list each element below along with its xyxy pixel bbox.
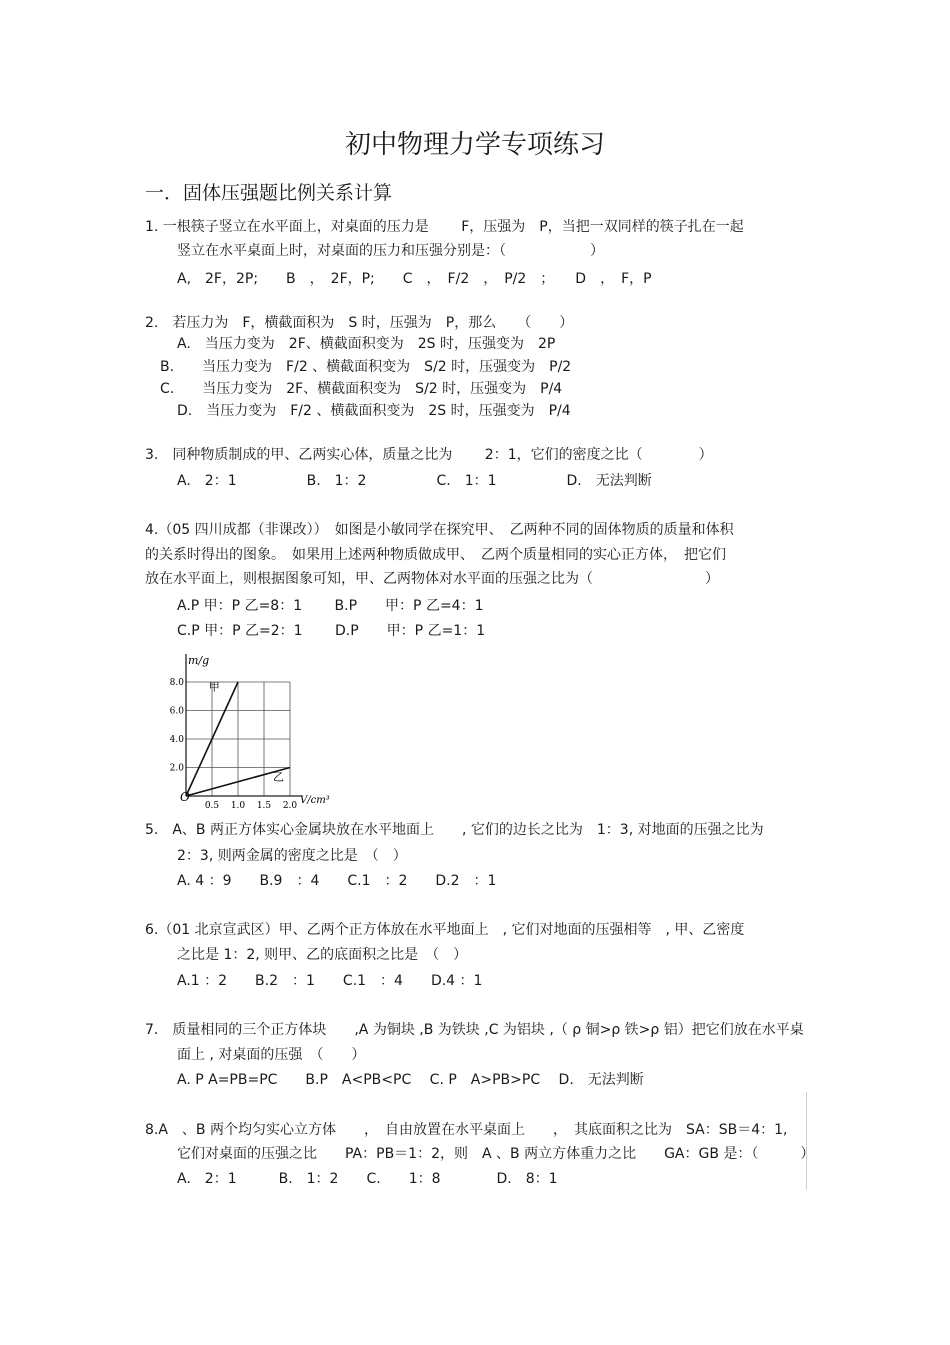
q8-stem-cont: 它们对桌面的压强之比 PA：PB＝1：2，则 A 、B 两立方体重力之比 GA：GB 是：（ ） [177,1146,815,1162]
q7-options: A. P A=PB=PC B.P A<PB<PC C. P A>PB>PC D. 无法判断 [177,1072,644,1088]
q5-options: A. 4 ：9 B.9 ：4 C.1 ：2 D.2 ：1 [177,873,497,889]
y-axis-label: m/g [188,654,210,667]
y-tick-label: 8.0 [169,678,184,688]
q4-stem: 4.（05 四川成都（非课改）） 如图是小敏同学在探究甲、 乙两种不同的固体物质的质量和体积 [145,522,734,538]
section-heading: 一．固体压强题比例关系计算 [145,182,393,204]
q5-stem: 5. A、B 两正方体实心金属块放在水平地面上 , 它们的边长之比为 1：3, 对地面的压强之比为 [145,822,764,838]
q4-options-cd: C.P 甲：P 乙=2：1 D.P 甲：P 乙=1：1 [177,623,486,639]
q2-option-b: B. 当压力变为 F/2 、横截面积变为 S/2 时，压强变为 P/2 [160,359,572,375]
y-tick-label: 6.0 [169,706,184,717]
q6-stem: 6.（01 北京宣武区）甲、乙两个正方体放在水平地面上 , 它们对地面的压强相等 , 甲、乙密度 [145,922,745,938]
q5-stem-cont: 2：3, 则两金属的密度之比是 （ ） [177,848,407,864]
series-label-1: 甲 [208,680,220,694]
x-axis-label: V/cm³ [300,795,330,806]
margin-rule [806,1092,807,1190]
q4-options-ab: A.P 甲：P 乙=8：1 B.P 甲：P 乙=4：1 [177,598,484,614]
x-tick-label: 2.0 [282,801,298,810]
q2-option-c: C. 当压力变为 2F、横截面积变为 S/2 时，压强变为 P/4 [160,381,563,397]
x-tick-label: 1.0 [230,801,246,810]
q2-option-a: A. 当压力变为 2F、横截面积变为 2S 时，压强变为 2P [177,336,556,352]
x-tick-label: 0.5 [204,801,220,810]
q3-options: A. 2：1 B. 1：2 C. 1：1 D. 无法判断 [177,473,652,489]
origin-label: O [180,790,190,804]
q2-option-d: D. 当压力变为 F/2 、横截面积变为 2S 时，压强变为 P/4 [177,403,571,419]
q8-options: A. 2：1 B. 1：2 C. 1：8 D. 8：1 [177,1171,558,1187]
y-tick-label: 4.0 [169,735,184,745]
q7-stem: 7. 质量相同的三个正方体块 ,A 为铜块 ,B 为铁块 ,C 为铝块 ,（ ρ 铜>ρ 铁>ρ 铝）把它们放在水平桌 [145,1022,804,1038]
q1-stem-cont: 竖立在水平桌面上时，对桌面的压力和压强分别是：（ ） [177,243,604,259]
page-title: 初中物理力学专项练习 [344,130,605,160]
q1-stem: 1. 一根筷子竖立在水平面上，对桌面的压力是 F，压强为 P，当把一双同样的筷子扎在一起 [145,219,744,235]
q7-stem-cont: 面上 , 对桌面的压强 （ ） [177,1047,366,1063]
mass-volume-graph [168,648,340,810]
x-tick-label: 1.5 [256,801,272,810]
q1-options: A, 2F，2P; B ， 2F，P; C ， F/2 ， P/2 ； D ， F，P [177,271,652,287]
q4-stem-cont-1: 的关系时得出的图象。 如果用上述两种物质做成甲、 乙两个质量相同的实心正方体， 把它们 [145,547,726,563]
q8-stem: 8.A 、B 两个均匀实心立方体 ， 自由放置在水平桌面上 ， 其底面积之比为 SA：SB＝4：1, [145,1122,788,1138]
q6-options: A.1 ：2 B.2 ：1 C.1 ：4 D.4 ：1 [177,973,483,989]
q2-stem: 2. 若压力为 F，横截面积为 S 时，压强为 P，那么 （ ） [145,315,574,331]
series-label-2: 乙 [273,770,284,784]
q3-stem: 3. 同种物质制成的甲、乙两实心体，质量之比为 2：1，它们的密度之比（ ） [145,447,713,463]
q6-stem-cont: 之比是 1：2, 则甲、乙的底面积之比是 （ ） [177,947,468,963]
y-tick-label: 2.0 [169,763,184,774]
q4-stem-cont-2: 放在水平面上，则根据图象可知，甲、乙两物体对水平面的压强之比为（ ） [145,571,719,587]
